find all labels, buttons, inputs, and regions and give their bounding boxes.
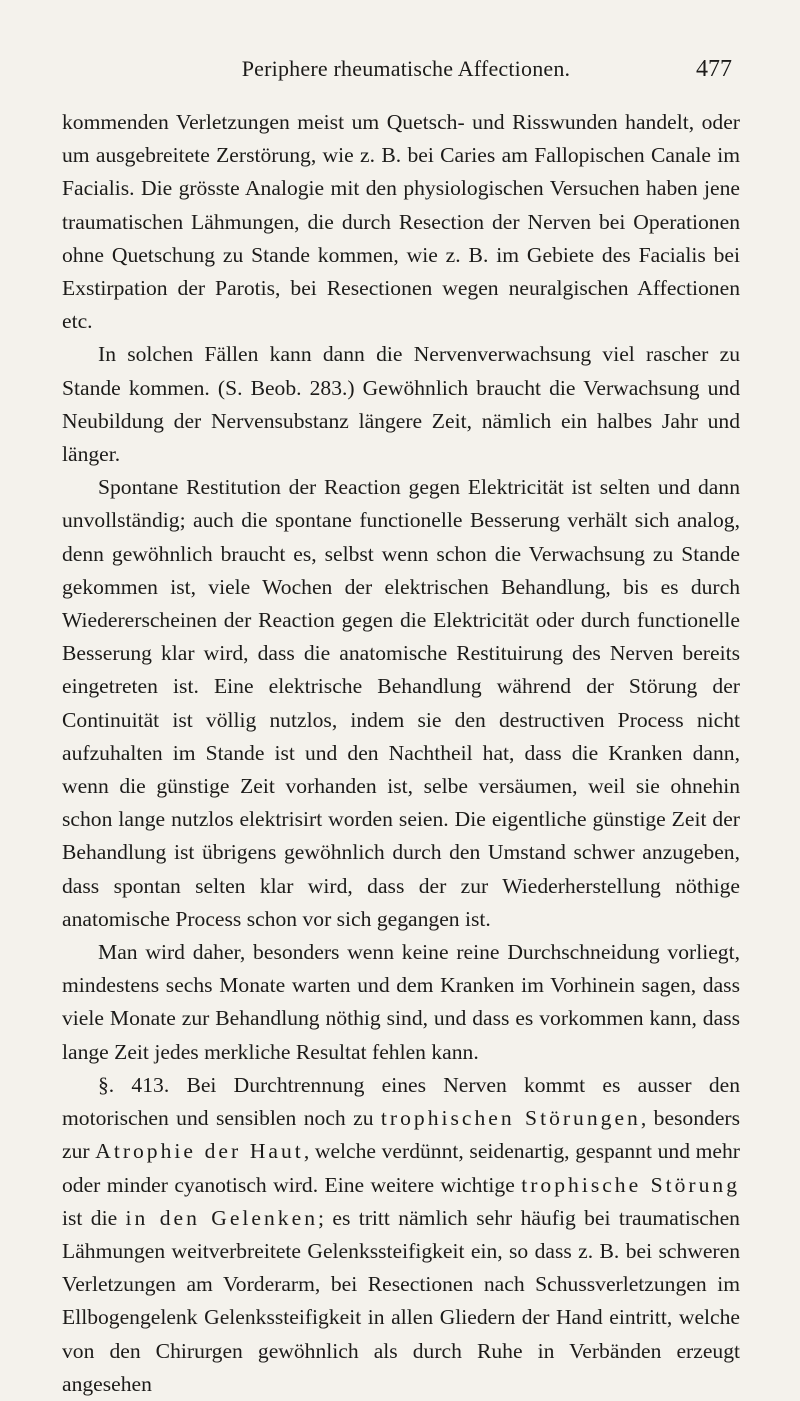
text-run: ; es tritt nämlich sehr häufig bei traumatischen Lähmungen weitverbreitete Gelenkssteifigkeit ein, so dass z. B. bei schweren Verletzungen am Vorderarm, bei Resectionen nach Schussverletzungen im Ellbogengelenk Gelenkssteifigkeit in allen Gliedern der Hand eintritt, welche von den Chirurgen gewöhnlich als durch Ruhe in Verbänden erzeugt angesehen: [62, 1205, 740, 1396]
paragraph: Spontane Restitution der Reaction gegen Elektricität ist selten und dann unvollständig; auch die spontane functionelle Besserung verhält sich analog, denn gewöhnlich braucht es, selbst wenn schon die Verwachsung zu Stande gekommen ist, viele Wochen der elektrischen Behandlung, bis es durch Wiedererscheinen der Reaction gegen die Elektricität oder durch functionelle Besserung klar wird, dass die anatomische Restituirung des Nerven bereits eingetreten ist. Eine elektrische Behandlung während der Störung der Continuität ist völlig nutzlos, indem sie den destructiven Process nicht aufzuhalten im Stande ist und den Nachtheil hat, dass die Kranken dann, wenn die günstige Zeit vorhanden ist, selbe versäumen, weil sie ohnehin schon lange nutzlos elektrisirt worden seien. Die eigentliche günstige Zeit der Behandlung ist übrigens gewöhnlich durch den Umstand schwer anzugeben, dass spontan selten klar wird, dass der zur Wiederherstellung nöthige anatomische Process schon vor sich gegangen ist.: [62, 475, 740, 931]
spaced-emphasis: trophischen Störungen: [380, 1106, 641, 1131]
body-text: [62, 106, 740, 1401]
section-413-paragraph: [62, 1069, 740, 1401]
paragraph-continued: kommenden Verletzungen meist um Quetsch- und Risswunden handelt, oder um ausgebreitete Zerstörung, wie z. B. bei Caries am Fallopischen Canale im Facialis. Die grösste Analogie mit den physiologischen Versuchen haben jene traumatischen Lähmungen, die durch Resection der Nerven bei Operationen ohne Quetschung zu Stande kommen, wie z. B. im Gebiete des Facialis bei Exstirpation der Parotis, bei Resectionen wegen neuralgischen Affectionen etc.: [62, 110, 740, 334]
text-run: §. 413. Bei Durchtrennung eines Nerven kommt es ausser den motorischen und sensiblen noch zu: [62, 1072, 740, 1131]
text-run: , besonders zur: [62, 1106, 741, 1164]
page-number: 477: [696, 56, 732, 82]
text-run: , welche verdünnt, seidenartig, gespannt und mehr oder minder cyanotisch wird. Eine weitere wichtige: [62, 1139, 740, 1197]
spaced-emphasis: trophische Störung: [521, 1172, 740, 1197]
paragraph: Man wird daher, besonders wenn keine reine Durchschneidung vorliegt, mindestens sechs Monate warten und dem Kranken im Vorhinein sagen, dass viele Monate zur Behandlung nöthig sind, und dass es vorkommen kann, dass lange Zeit jedes merkliche Resultat fehlen kann.: [62, 940, 740, 1064]
spaced-emphasis: Atrophie der Haut: [95, 1139, 304, 1164]
paragraph: In solchen Fällen kann dann die Nervenverwachsung viel rascher zu Stande kommen. (S. Beob. 283.) Gewöhnlich braucht die Verwachsung und Neubildung der Nervensubstanz längere Zeit, nämlich ein halbes Jahr und länger.: [62, 342, 740, 467]
running-title: Periphere rheumatische Affectionen.: [241, 56, 571, 81]
running-header: [62, 56, 740, 96]
text-run: ist die: [62, 1205, 126, 1230]
spaced-emphasis: in den Gelenken: [125, 1205, 318, 1230]
